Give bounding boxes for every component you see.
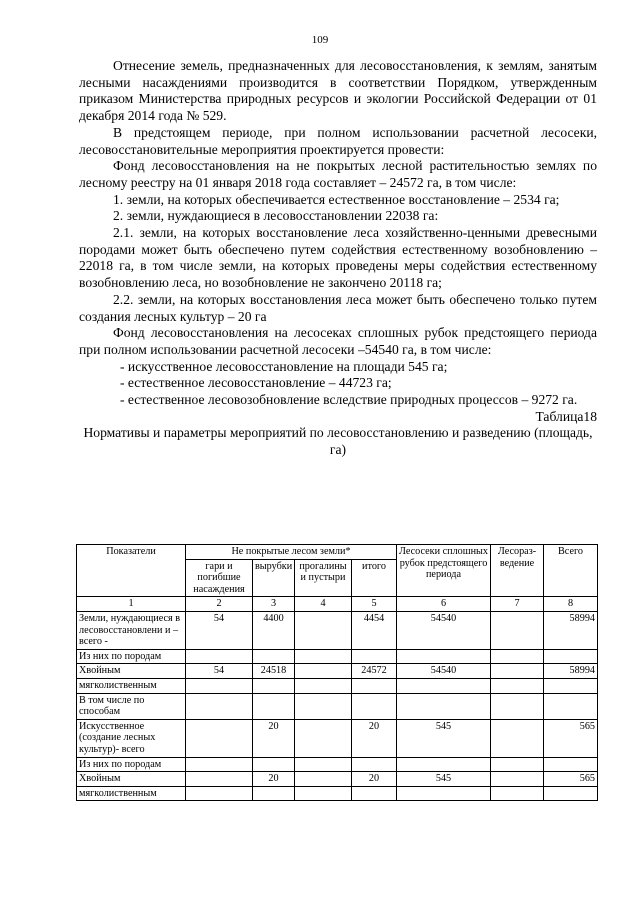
value-cell: [544, 693, 598, 719]
column-number: 3: [253, 597, 295, 612]
value-cell: [491, 786, 544, 801]
table-title: Нормативы и параметры мероприятий по лесовосстановлению и разведению (площадь, га): [83, 425, 593, 457]
column-number: 6: [397, 597, 491, 612]
paragraph-planned-period: В предстоящем периоде, при полном использовании расчетной лесосеки, лесовосстановительные мероприятия проектируется провести:: [79, 124, 597, 157]
table-row: [77, 757, 598, 772]
value-cell: [253, 678, 295, 693]
dash-item-artificial: - искусственное лесовосстановление на площади 545 га;: [120, 358, 448, 374]
row-label-cell: Хвойным: [77, 772, 186, 787]
table-row: [77, 772, 598, 787]
column-number: 8: [544, 597, 598, 612]
value-cell: [544, 649, 598, 664]
row-label-cell: Хвойным: [77, 664, 186, 679]
value-cell: [186, 786, 253, 801]
value-cell: [186, 772, 253, 787]
value-cell: [295, 719, 352, 757]
row-label-cell: Из них по породам: [77, 757, 186, 772]
value-cell: [352, 757, 397, 772]
row-label-cell: мягколиственным: [77, 678, 186, 693]
value-cell: 54540: [397, 611, 491, 649]
value-cell: [397, 693, 491, 719]
header-burned: гари и погибшие насаждения: [186, 559, 253, 597]
table-row: [77, 719, 598, 757]
header-total-nc: итого: [352, 559, 397, 597]
value-cell: 20: [352, 719, 397, 757]
value-cell: [491, 693, 544, 719]
value-cell: [186, 693, 253, 719]
column-number: 1: [77, 597, 186, 612]
value-cell: 565: [544, 719, 598, 757]
column-number: 2: [186, 597, 253, 612]
value-cell: 545: [397, 719, 491, 757]
value-cell: [491, 678, 544, 693]
value-cell: [544, 678, 598, 693]
value-cell: [186, 757, 253, 772]
table-number: Таблица18: [535, 408, 597, 424]
value-cell: 20: [253, 719, 295, 757]
value-cell: [491, 719, 544, 757]
row-label-cell: В том числе по способам: [77, 693, 186, 719]
header-cutting-areas: Лесосеки сплошных рубок предстоящего периода: [397, 545, 491, 597]
subitem-assisted-regeneration: 2.1. земли, на которых восстановление леса хозяйственно-ценными древесными породами может быть обеспечено путем содействия естественному возобновлению – 22018 га, в том числе земли, на которых проведены меры содействия естественному возобновлению леса, но возобновление не закончено 20118 га;: [79, 225, 597, 291]
table-row: [77, 664, 598, 679]
value-cell: [253, 649, 295, 664]
table-body: [77, 597, 598, 801]
dash-item-natural: - естественное лесовосстановление – 44723 га;: [120, 375, 392, 391]
value-cell: [491, 664, 544, 679]
list-item-natural-restoration: 1. земли, на которых обеспечивается естественное восстановление – 2534 га;: [113, 191, 560, 207]
list-item-needs-reforestation: 2. земли, нуждающиеся в лесовосстановлении 22038 га:: [113, 208, 439, 224]
value-cell: [295, 757, 352, 772]
value-cell: [295, 611, 352, 649]
header-grand-total: Всего: [544, 545, 598, 597]
value-cell: 58994: [544, 611, 598, 649]
value-cell: [253, 693, 295, 719]
value-cell: [186, 649, 253, 664]
value-cell: 4454: [352, 611, 397, 649]
value-cell: [295, 678, 352, 693]
value-cell: [491, 757, 544, 772]
value-cell: 24572: [352, 664, 397, 679]
column-number-row: [77, 597, 598, 612]
paragraph-land-classification: Отнесение земель, предназначенных для лесовосстановления, к землям, занятым лесными насаждениями производится в соответствии Порядком, утвержденным приказом Министерства природных ресурсов и экологии Российской Федерации от 01 декабря 2014 года № 529.: [79, 58, 597, 124]
value-cell: [253, 786, 295, 801]
value-cell: [544, 757, 598, 772]
value-cell: [186, 719, 253, 757]
value-cell: 20: [352, 772, 397, 787]
value-cell: [397, 757, 491, 772]
page-number: 109: [311, 34, 329, 46]
paragraph-reforestation-fund: Фонд лесовосстановления на не покрытых лесной растительностью землях по лесному реестру на 01 января 2018 года составляет – 24572 га, в том числе:: [79, 158, 597, 190]
header-clearings: вырубки: [253, 559, 295, 597]
value-cell: [352, 693, 397, 719]
value-cell: [295, 772, 352, 787]
table-row: [77, 611, 598, 649]
header-glades: прогалины и пустыри: [295, 559, 352, 597]
row-label-cell: мягколиственным: [77, 786, 186, 801]
row-label-cell: Искусственное (создание лесных культур)- всего: [77, 719, 186, 757]
header-not-covered: Не покрытые лесом земли*: [186, 545, 397, 560]
column-number: 7: [491, 597, 544, 612]
value-cell: [491, 611, 544, 649]
value-cell: 54: [186, 664, 253, 679]
row-label-cell: Земли, нуждающиеся в лесовосстановлени и – всего -: [77, 611, 186, 649]
table-row: [77, 649, 598, 664]
value-cell: [352, 649, 397, 664]
body-text: [79, 58, 597, 458]
row-label-cell: Из них по породам: [77, 649, 186, 664]
value-cell: [544, 786, 598, 801]
value-cell: [491, 772, 544, 787]
value-cell: [491, 649, 544, 664]
column-number: 5: [352, 597, 397, 612]
value-cell: 54: [186, 611, 253, 649]
value-cell: [295, 649, 352, 664]
table-row: [77, 693, 598, 719]
table-row: [77, 678, 598, 693]
value-cell: [295, 786, 352, 801]
value-cell: 4400: [253, 611, 295, 649]
header-indicators: Показатели: [77, 545, 186, 597]
value-cell: [397, 649, 491, 664]
value-cell: [186, 678, 253, 693]
reforestation-table: [76, 544, 598, 801]
value-cell: [397, 786, 491, 801]
value-cell: 20: [253, 772, 295, 787]
paragraph-clearcut-fund: Фонд лесовосстановления на лесосеках сплошных рубок предстоящего периода при полном использовании расчетной лесосеки –54540 га, в том числе:: [79, 325, 597, 357]
subitem-forest-plantations: 2.2. земли, на которых восстановления леса может быть обеспечено только путем создания лесных культур – 20 га: [79, 291, 597, 324]
column-number: 4: [295, 597, 352, 612]
dash-item-natural-processes: - естественное лесовозобновление вследствие природных процессов – 9272 га.: [120, 392, 578, 408]
value-cell: 54540: [397, 664, 491, 679]
value-cell: [352, 678, 397, 693]
value-cell: [352, 786, 397, 801]
value-cell: [397, 678, 491, 693]
value-cell: 58994: [544, 664, 598, 679]
header-forest-breeding: Лесораз-ведение: [491, 545, 544, 597]
value-cell: 565: [544, 772, 598, 787]
value-cell: [295, 693, 352, 719]
value-cell: [253, 757, 295, 772]
value-cell: [295, 664, 352, 679]
value-cell: 24518: [253, 664, 295, 679]
value-cell: 545: [397, 772, 491, 787]
table-row: [77, 786, 598, 801]
